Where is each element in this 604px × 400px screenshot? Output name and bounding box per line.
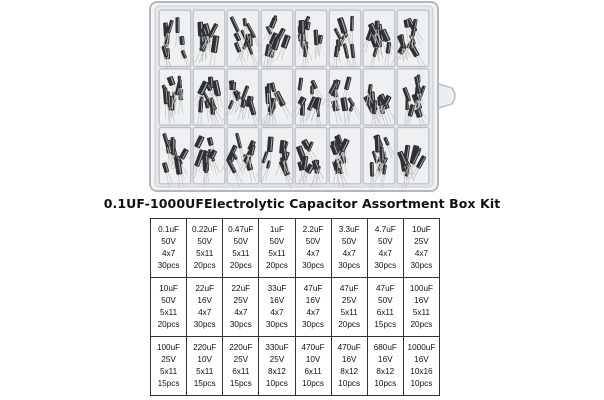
- spec-size: 6x11: [232, 367, 250, 376]
- spec-cell: [367, 278, 403, 337]
- spec-qty: 20pcs: [266, 260, 288, 270]
- spec-value: 100uF: [409, 284, 434, 294]
- spec-cell: [403, 219, 439, 278]
- spec-cell: [151, 219, 187, 278]
- table-row: [151, 278, 440, 337]
- spec-cell: [223, 219, 259, 278]
- compartment: [329, 128, 361, 188]
- spec-size: 4x7: [198, 308, 212, 317]
- spec-size: 5x11: [196, 249, 214, 258]
- spec-voltage: 50V: [378, 237, 393, 247]
- spec-value: 1000uF: [407, 343, 436, 353]
- spec-value: 10uF: [412, 225, 431, 235]
- spec-voltage: 50V: [305, 237, 321, 247]
- spec-qty: 30pcs: [302, 319, 324, 329]
- spec-size: 4x7: [306, 249, 320, 258]
- spec-size: 8x12: [340, 367, 359, 376]
- spec-cell: [151, 278, 187, 337]
- spec-cell: [223, 337, 259, 396]
- compartment: [188, 128, 225, 187]
- spec-voltage: 50V: [233, 237, 249, 247]
- spec-qty: 20pcs: [157, 319, 180, 329]
- spec-voltage: 25V: [233, 296, 249, 306]
- spec-value: 2.2uF: [302, 225, 324, 235]
- spec-size: 6x11: [304, 367, 322, 376]
- spec-size: 5x11: [340, 308, 358, 317]
- table-row: [151, 337, 440, 396]
- spec-qty: 30pcs: [266, 319, 288, 329]
- spec-qty: 30pcs: [338, 260, 361, 270]
- spec-qty: 10pcs: [302, 378, 324, 388]
- spec-cell: [187, 337, 223, 396]
- spec-value: 47uF: [375, 284, 395, 294]
- spec-value: 330uF: [265, 343, 289, 353]
- compartment: [329, 10, 361, 72]
- compartment: [227, 10, 263, 68]
- spec-voltage: 16V: [414, 296, 429, 306]
- spec-qty: 10pcs: [410, 378, 433, 388]
- spec-qty: 15pcs: [157, 378, 180, 388]
- compartment: [257, 128, 296, 190]
- spec-qty: 10pcs: [266, 378, 288, 388]
- spec-cell: [259, 278, 295, 337]
- spec-size: 8x12: [268, 367, 286, 376]
- spec-size: 5x11: [232, 249, 250, 258]
- spec-value: 10uF: [159, 284, 178, 294]
- spec-size: 4x7: [270, 308, 284, 317]
- spec-cell: [403, 337, 439, 396]
- compartment: [193, 10, 225, 67]
- compartment: [397, 128, 429, 191]
- spec-voltage: 50V: [161, 237, 176, 247]
- spec-qty: 20pcs: [410, 319, 433, 329]
- spec-value: 47uF: [339, 284, 359, 294]
- spec-value: 33uF: [267, 284, 287, 294]
- spec-qty: 10pcs: [338, 378, 361, 388]
- spec-qty: 20pcs: [229, 260, 252, 270]
- spec-cell: [259, 337, 295, 396]
- compartment: [295, 128, 327, 188]
- spec-value: 470uF: [301, 343, 325, 353]
- spec-voltage: 25V: [341, 296, 357, 306]
- spec-cell: [367, 337, 403, 396]
- spec-voltage: 16V: [305, 296, 321, 306]
- spec-voltage: 50V: [341, 237, 357, 247]
- spec-cell: [151, 337, 187, 396]
- spec-voltage: 16V: [378, 355, 393, 365]
- spec-qty: 15pcs: [193, 378, 216, 388]
- capacitor-box-photo: [0, 0, 604, 196]
- spec-value: 4.7uF: [374, 225, 396, 235]
- compartment: [291, 69, 327, 131]
- spec-voltage: 50V: [378, 296, 393, 306]
- capacitor-spec-table: [150, 218, 440, 396]
- spec-size: 4x7: [342, 249, 356, 258]
- spec-voltage: 16V: [414, 355, 429, 365]
- spec-voltage: 16V: [341, 355, 357, 365]
- spec-voltage: 10V: [305, 355, 321, 365]
- spec-voltage: 25V: [269, 355, 285, 365]
- spec-size: 5x11: [159, 308, 178, 317]
- spec-qty: 15pcs: [374, 319, 397, 329]
- compartment: [397, 69, 429, 132]
- spec-cell: [295, 219, 331, 278]
- spec-qty: 30pcs: [157, 260, 180, 270]
- spec-voltage: 25V: [414, 237, 429, 247]
- compartment: [222, 69, 260, 129]
- spec-cell: [187, 278, 223, 337]
- spec-voltage: 25V: [161, 355, 176, 365]
- compartment: [191, 69, 225, 129]
- spec-value: 3.3uF: [338, 225, 360, 235]
- spec-voltage: 16V: [269, 296, 285, 306]
- spec-qty: 30pcs: [229, 319, 252, 329]
- compartment: [159, 10, 192, 73]
- spec-size: 5x11: [412, 308, 431, 317]
- compartment: [159, 69, 191, 125]
- spec-size: 5x11: [159, 367, 178, 376]
- compartment: [363, 69, 395, 128]
- spec-voltage: 50V: [197, 237, 212, 247]
- spec-cell: [295, 278, 331, 337]
- spec-value: 680uF: [373, 343, 397, 353]
- spec-cell: [187, 219, 223, 278]
- spec-cell: [367, 219, 403, 278]
- spec-size: 10x16: [410, 367, 433, 376]
- spec-cell: [259, 219, 295, 278]
- spec-cell: [331, 278, 367, 337]
- spec-cell: [223, 278, 259, 337]
- compartment: [361, 10, 397, 71]
- spec-size: 5x11: [268, 249, 286, 258]
- compartment: [261, 69, 293, 129]
- spec-size: 5x11: [196, 367, 214, 376]
- spec-voltage: 10V: [197, 355, 212, 365]
- spec-value: 220uF: [193, 343, 217, 353]
- spec-size: 8x12: [376, 367, 395, 376]
- spec-size: 4x7: [306, 308, 320, 317]
- spec-size: 6x11: [376, 308, 394, 317]
- spec-size: 4x7: [161, 249, 176, 258]
- spec-value: 22uF: [195, 284, 215, 294]
- spec-cell: [403, 278, 439, 337]
- spec-voltage: 25V: [233, 355, 249, 365]
- spec-value: 47uF: [303, 284, 323, 294]
- compartment: [363, 128, 395, 191]
- spec-qty: 30pcs: [374, 260, 397, 270]
- spec-qty: 20pcs: [338, 319, 361, 329]
- spec-value: 220uF: [229, 343, 253, 353]
- compartment: [261, 10, 293, 71]
- spec-qty: 20pcs: [193, 260, 216, 270]
- compartment: [295, 10, 327, 71]
- spec-value: 0.47uF: [228, 225, 254, 235]
- spec-value: 0.22uF: [191, 225, 218, 235]
- spec-value: 0.1uF: [158, 225, 180, 235]
- spec-cell: [295, 337, 331, 396]
- spec-cell: [331, 219, 367, 278]
- table-row: [151, 219, 440, 278]
- spec-size: 4x7: [414, 249, 429, 258]
- compartment: [159, 128, 191, 189]
- spec-qty: 15pcs: [229, 378, 252, 388]
- spec-value: 100uF: [156, 343, 181, 353]
- page-title: 0.1UF-1000UFElectrolytic Capacitor Assortment Box Kit: [103, 196, 501, 211]
- spec-size: 4x7: [234, 308, 248, 317]
- spec-value: 470uF: [337, 343, 361, 353]
- spec-value: 22uF: [231, 284, 251, 294]
- spec-size: 4x7: [378, 249, 392, 258]
- spec-qty: 30pcs: [302, 260, 324, 270]
- spec-voltage: 50V: [269, 237, 285, 247]
- spec-value: 1uF: [269, 225, 284, 235]
- spec-voltage: 16V: [197, 296, 212, 306]
- spec-qty: 30pcs: [193, 319, 216, 329]
- spec-qty: 10pcs: [374, 378, 397, 388]
- spec-voltage: 50V: [161, 296, 176, 306]
- spec-cell: [331, 337, 367, 396]
- spec-qty: 30pcs: [410, 260, 433, 270]
